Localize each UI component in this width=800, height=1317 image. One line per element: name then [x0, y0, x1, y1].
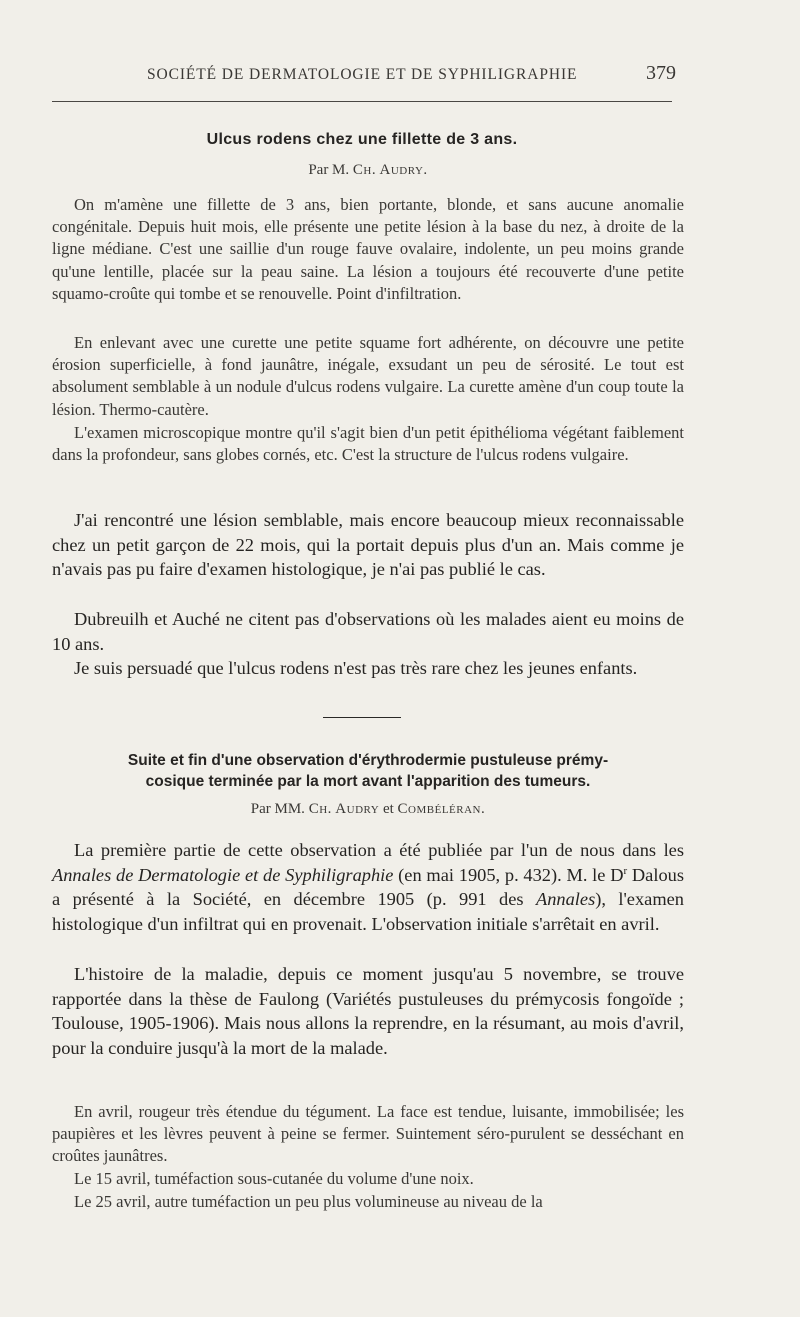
paragraph: En avril, rougeur très étendue du tégument. La face est tendue, luisante, immobilisée; les paupières et les lèvres peuvent à peine se fermer. Suintement séro-purulent se desséchant en croûtes jaunâtres.	[52, 1102, 684, 1166]
superscript: r	[623, 864, 628, 877]
text-run: La première partie de cette observation a été publiée par l'un de nous dans les	[74, 840, 684, 860]
article-title	[52, 750, 684, 792]
paragraph: En enlevant avec une curette une petite squame fort adhérente, on découvre une petite érosion superficielle, à fond jaunâtre, inégale, exsudant un peu de sérosité. Le tout est absolument semblable à un nodule d'ulcus rodens vulgaire. La curette amène d'un coup toute la lésion. Thermo-cautère.	[52, 333, 684, 419]
paragraph: L'examen microscopique montre qu'il s'agit bien d'un petit épithélioma végétant faiblement dans la profondeur, sans globes cornés, etc. C'est la structure de l'ulcus rodens vulgaire.	[52, 423, 684, 465]
article-title-line: Suite et fin d'une observation d'érythrodermie pustuleuse prémy-	[127, 752, 609, 769]
author-name: Combéléran.	[397, 801, 486, 817]
paragraph: Dubreuilh et Auché ne citent pas d'observations où les malades aient eu moins de 10 ans.	[52, 609, 684, 654]
byline-and: et	[382, 801, 394, 817]
article-byline	[52, 162, 684, 179]
journal-title: Annales de Dermatologie et de Syphiligraphie	[52, 864, 394, 885]
author-name: Ch. Audry	[308, 801, 380, 817]
page-number: 379	[646, 62, 676, 84]
header-rule	[52, 101, 672, 102]
article-title	[52, 131, 672, 149]
text-run: (en mai 1905, p. 432). M. le D	[393, 864, 624, 885]
journal-title: Annales	[535, 889, 596, 910]
article-title-line: cosique terminée par la mort avant l'apparition des tumeurs.	[145, 773, 591, 790]
paragraph: On m'amène une fillette de 3 ans, bien portante, blonde, et sans aucune anomalie congénitale. Depuis huit mois, elle présente une petite lésion à la base du nez, à droite de la ligne médiane. C'est une saillie d'un rouge fauve ovalaire, indolente, un peu moins grande qu'une lentille, placée sur la peau saine. La lésion a toujours été recouverte d'une petite squamo-croûte qui tombe et se renouvelle. Point d'infiltration.	[52, 195, 684, 303]
paragraph: J'ai rencontré une lésion semblable, mais encore beaucoup mieux reconnaissable chez un petit garçon de 22 mois, qui la portait depuis plus d'un an. Mais comme je n'avais pas pu faire d'examen histologique, je n'ai pas publié le cas.	[52, 510, 684, 580]
paragraph: Le 15 avril, tuméfaction sous-cutanée du volume d'une noix.	[74, 1169, 474, 1188]
text-run: ), l'examen histologique d'un infiltrat qui en provenait. L'observation initiale s'arrêtait en avril.	[52, 889, 684, 934]
text-run: Dalous a présenté à la Société, en décembre 1905 (p. 991 des	[52, 864, 685, 910]
paragraph	[52, 838, 684, 936]
paragraph: L'histoire de la maladie, depuis ce moment jusqu'au 5 novembre, se trouve rapportée dans la thèse de Faulong (Variétés pustuleuses du prémycosis fongoïde ; Toulouse, 1905-1906). Mais nous allons la reprendre, en la résumant, au mois d'avril, pour la conduire jusqu'à la mort de la malade.	[52, 964, 684, 1058]
byline-prefix: Par MM.	[250, 801, 305, 817]
byline-prefix: Par M.	[308, 162, 350, 178]
article-byline	[52, 801, 684, 818]
author-name: Ch. Audry.	[352, 162, 428, 178]
running-head: SOCIÉTÉ DE DERMATOLOGIE ET DE SYPHILIGRAPHIE	[147, 66, 578, 83]
article-title-text: Ulcus rodens chez une fillette de 3 ans.	[206, 131, 518, 148]
page-header	[52, 64, 684, 88]
paragraph: Le 25 avril, autre tuméfaction un peu plus volumineuse au niveau de la	[74, 1192, 543, 1211]
book-page	[52, 0, 684, 1317]
section-separator-rule	[323, 717, 401, 718]
paragraph: Je suis persuadé que l'ulcus rodens n'est pas très rare chez les jeunes enfants.	[74, 658, 638, 678]
